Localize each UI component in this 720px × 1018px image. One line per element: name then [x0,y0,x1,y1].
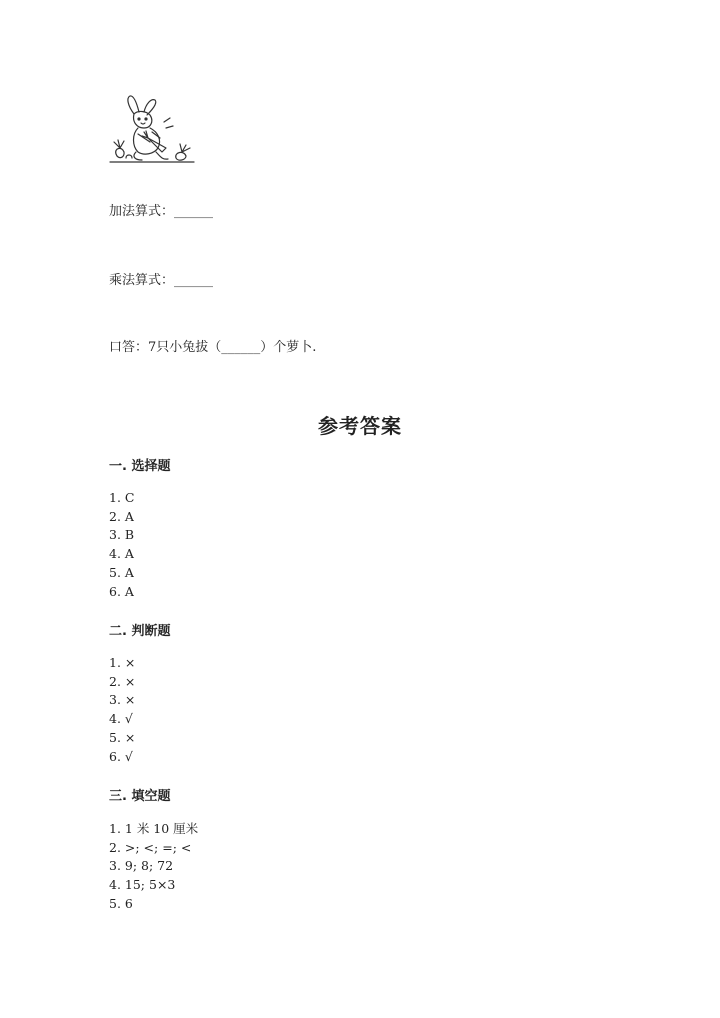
list-item: 2. >; <; =; < [109,839,192,855]
list-item: 4. A [109,546,134,562]
list-item: 4. √ [109,711,133,727]
section-heading-fill-blank: 三. 填空题 [109,789,171,804]
list-item: 5. A [109,564,134,580]
list-item: 5. × [109,729,136,745]
section-heading-judgement: 二. 判断题 [109,624,171,639]
list-item: 2. × [109,673,136,689]
list-item: 4. 15; 5×3 [109,877,176,893]
list-item: 1. C [109,490,135,505]
answer-key-title: 参考答案 [318,414,402,438]
list-item: 5. 6 [109,895,133,911]
list-item: 3. 9; 8; 72 [109,858,174,874]
list-item: 1. × [109,655,136,670]
judgement-answers-list [109,654,135,766]
choice-answers-list [109,489,134,601]
list-item: 6. A [109,583,134,599]
list-item: 3. × [109,692,136,708]
list-item: 2. A [109,508,134,524]
oral-answer-prompt: 口答：7只小兔拔（______）个萝卜. [109,340,317,355]
list-item: 6. √ [109,748,133,764]
section-heading-choice: 一. 选择题 [109,459,171,474]
list-item: 3. B [109,527,135,543]
fill-blank-answers-list [109,820,198,914]
addition-formula-prompt: 加法算式：______ [109,204,214,219]
list-item: 1. 1 米 10 厘米 [109,821,199,836]
multiplication-formula-prompt: 乘法算式：______ [109,273,214,288]
rabbit-carrot-illustration [104,92,198,166]
